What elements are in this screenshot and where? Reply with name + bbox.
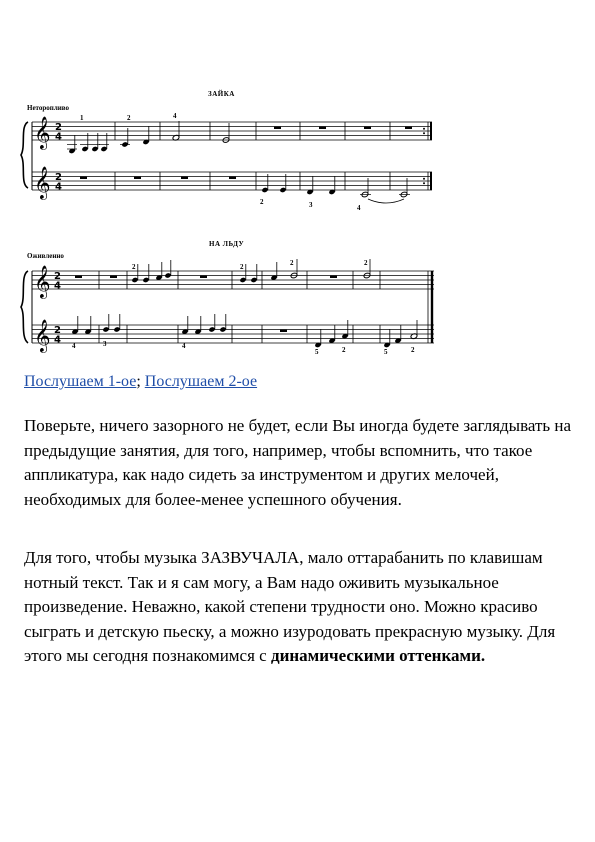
svg-text:4: 4 <box>54 334 61 346</box>
listen-links <box>24 373 257 391</box>
svg-text:4: 4 <box>182 342 186 350</box>
svg-text:2: 2 <box>55 122 62 133</box>
score-na-ldu <box>0 232 595 362</box>
final-repeat-bar <box>423 122 431 190</box>
svg-text:2: 2 <box>260 198 264 206</box>
fingerings-upper <box>80 112 177 122</box>
svg-text:2: 2 <box>411 346 415 354</box>
upper-staff <box>32 271 434 289</box>
brace <box>21 122 28 188</box>
svg-text:4: 4 <box>72 342 76 350</box>
time-signature <box>54 271 61 346</box>
tempo-marking: Оживленно <box>27 252 64 260</box>
svg-text:2: 2 <box>55 172 62 183</box>
treble-clef-icon: 𝄞 <box>34 265 51 298</box>
bar-lines <box>115 122 390 190</box>
svg-text:2: 2 <box>342 346 346 354</box>
lower-staff <box>32 172 432 190</box>
paragraph-dynamics-text: Для того, чтобы музыка ЗАЗВУЧАЛА, мало оттарабанить по клавишам нотный текст. Так и я сам могу, а Вам надо оживить музыкальное произведение. Неважно, какой степени трудности оно. Можно красиво сыграть и детскую пьеску, а можно изуродовать прекрасную музыку. Для этого мы сегодня познакомимся с <box>24 548 556 665</box>
upper-staff <box>32 122 432 140</box>
svg-text:2: 2 <box>364 259 368 267</box>
link-separator: ; <box>136 373 141 390</box>
fingerings-upper <box>132 259 368 271</box>
brace <box>21 271 28 343</box>
svg-text:2: 2 <box>127 114 131 122</box>
lower-rests <box>280 330 287 333</box>
score-title: ЗАЙКА <box>208 90 235 98</box>
final-bar <box>428 271 432 343</box>
svg-text:4: 4 <box>54 280 61 292</box>
svg-text:2: 2 <box>54 325 61 336</box>
svg-text:4: 4 <box>55 181 62 193</box>
score-title: НА ЛЬДУ <box>209 240 245 248</box>
svg-text:3: 3 <box>309 201 313 209</box>
bar-lines <box>99 271 380 343</box>
svg-text:3: 3 <box>103 340 107 348</box>
svg-text:2: 2 <box>54 271 61 282</box>
svg-text:2: 2 <box>240 263 244 271</box>
dynamics-term: динамическими оттенками. <box>270 646 486 665</box>
upper-notes <box>67 121 230 154</box>
svg-text:1: 1 <box>80 114 84 122</box>
paragraph-dynamics <box>24 546 576 669</box>
time-signature <box>55 122 62 193</box>
lower-staff <box>32 325 434 343</box>
svg-text:4: 4 <box>55 131 62 143</box>
treble-clef-icon: 𝄞 <box>34 319 51 352</box>
fingerings-lower <box>72 340 415 356</box>
svg-text:5: 5 <box>315 348 319 356</box>
listen-first-link[interactable]: Послушаем 1-ое <box>24 373 137 390</box>
tempo-marking: Неторопливо <box>27 104 70 112</box>
treble-clef-icon: 𝄞 <box>34 116 51 149</box>
treble-clef-icon: 𝄞 <box>34 166 51 199</box>
listen-second-link[interactable]: Послушаем 2-ое <box>144 373 258 390</box>
svg-text:2: 2 <box>290 259 294 267</box>
paragraph-intro: Поверьте, ничего зазорного не будет, если Вы иногда будете заглядывать на предыдущие занятия, для того, например, чтобы вспомнить, что такое аппликатура, как надо сидеть за инструментом и других мелочей, необходимых для более-менее успешного обучения. <box>24 416 572 509</box>
svg-text:4: 4 <box>357 204 361 212</box>
svg-text:4: 4 <box>173 112 177 120</box>
svg-text:5: 5 <box>384 348 388 356</box>
lower-notes <box>261 174 410 203</box>
fingerings-lower <box>260 198 361 212</box>
svg-text:2: 2 <box>132 263 136 271</box>
